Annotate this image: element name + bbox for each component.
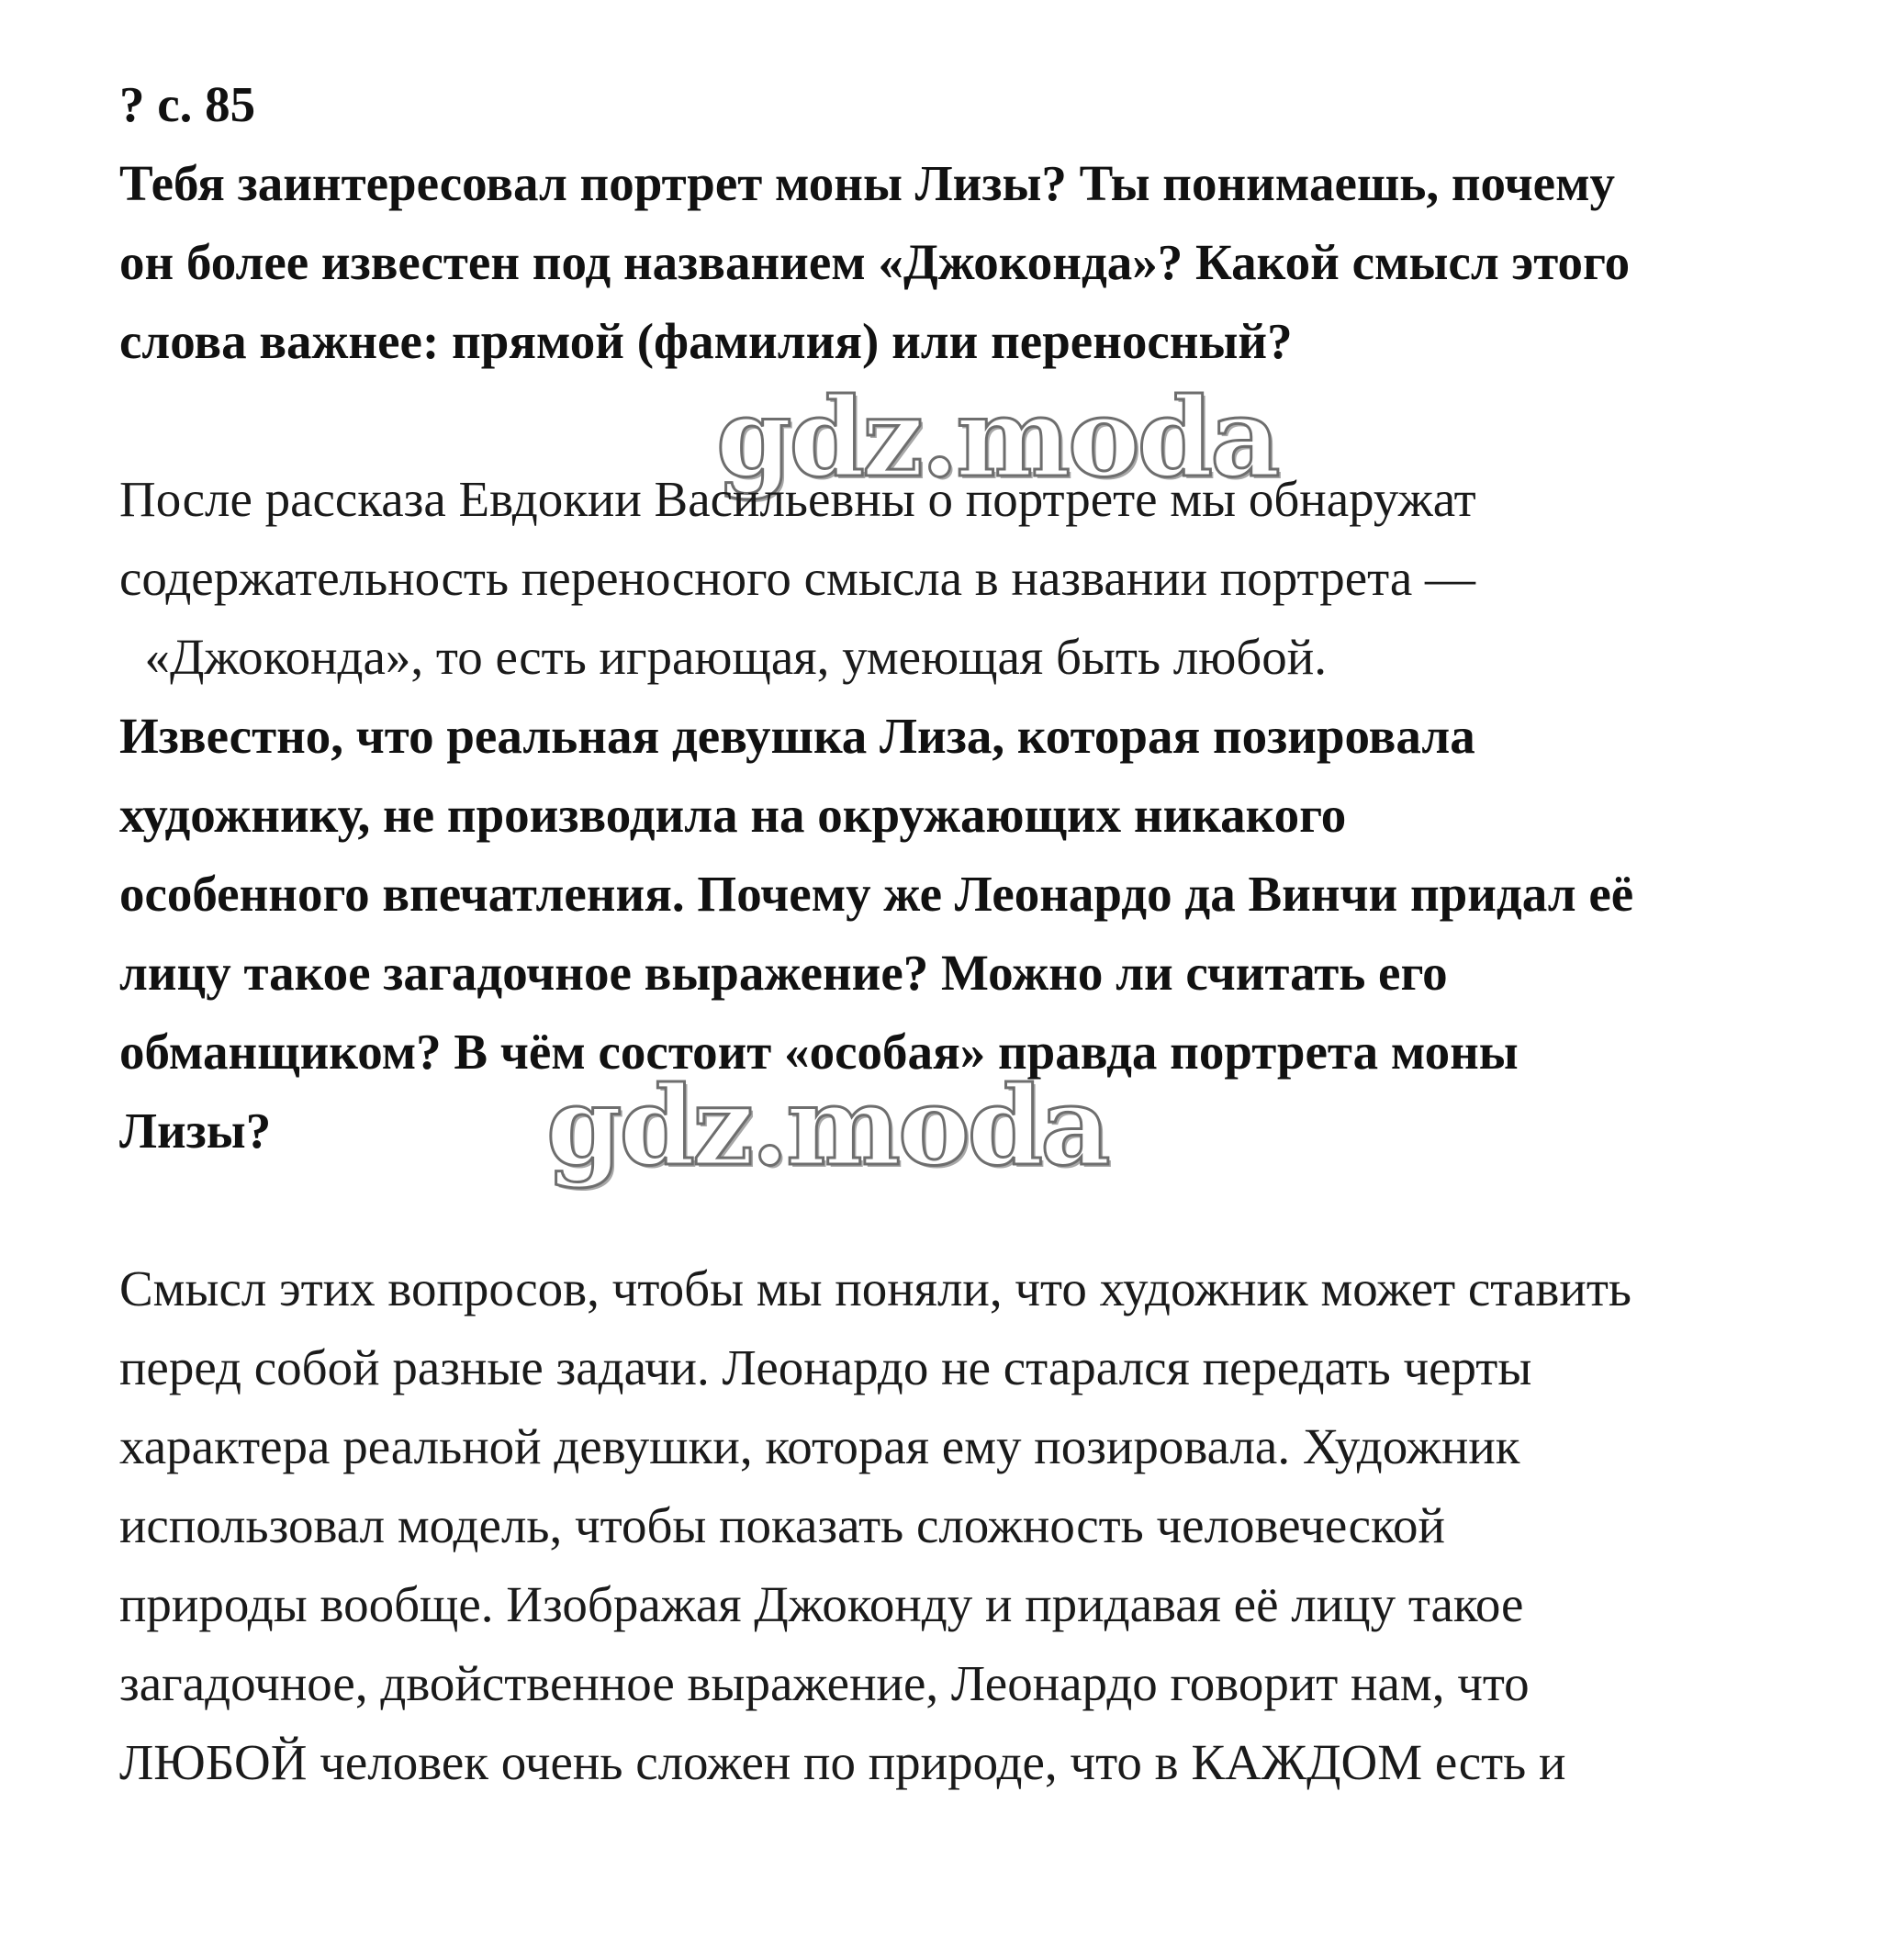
question-1-line: он более известен под названием «Джоконда»? Какой смысл этого	[119, 234, 1631, 290]
question-1-line: Тебя заинтересовал портрет моны Лизы? Ты понимаешь, почему	[119, 155, 1616, 211]
question-1-line: слова важнее: прямой (фамилия) или переносный?	[119, 313, 1293, 369]
answer-2-line: Смысл этих вопросов, чтобы мы поняли, что художник может ставить	[119, 1260, 1631, 1316]
answer-1-line: содержательность переносного смысла в названии портрета —	[119, 550, 1475, 606]
watermark-logo: gdz.moda	[546, 1062, 1108, 1190]
question-2-line: обманщиком? В чём состоит «особая» правда портрета моны	[119, 1024, 1519, 1080]
answer-2-line: загадочное, двойственное выражение, Леонардо говорит нам, что	[119, 1655, 1530, 1711]
answer-2-line: использовал модель, чтобы показать сложность человеческой	[119, 1497, 1445, 1553]
question-2-line: Известно, что реальная девушка Лиза, которая позировала	[119, 708, 1475, 764]
answer-1-line: «Джоконда», то есть играющая, умеющая быть любой.	[119, 629, 1327, 685]
answer-2-line: характера реальной девушки, которая ему позировала. Художник	[119, 1418, 1520, 1474]
question-2-line: художнику, не производила на окружающих никакого	[119, 787, 1347, 843]
question-2-line: Лизы?	[119, 1103, 272, 1159]
answer-2-line: перед собой разные задачи. Леонардо не старался передать черты	[119, 1339, 1532, 1395]
page-reference: ? с. 85	[119, 76, 256, 132]
answer-2-line: ЛЮБОЙ человек очень сложен по природе, что в КАЖДОМ есть и	[119, 1734, 1566, 1790]
watermark-logo: gdz.moda	[716, 374, 1278, 501]
answer-1-line: После рассказа Евдокии Васильевны о портрете мы обнаружат	[119, 471, 1476, 527]
question-2-line: особенного впечатления. Почему же Леонардо да Винчи придал её	[119, 866, 1634, 922]
question-2-line: лицу такое загадочное выражение? Можно ли считать его	[119, 945, 1448, 1001]
answer-2-line: природы вообще. Изображая Джоконду и придавая её лицу такое	[119, 1576, 1524, 1632]
